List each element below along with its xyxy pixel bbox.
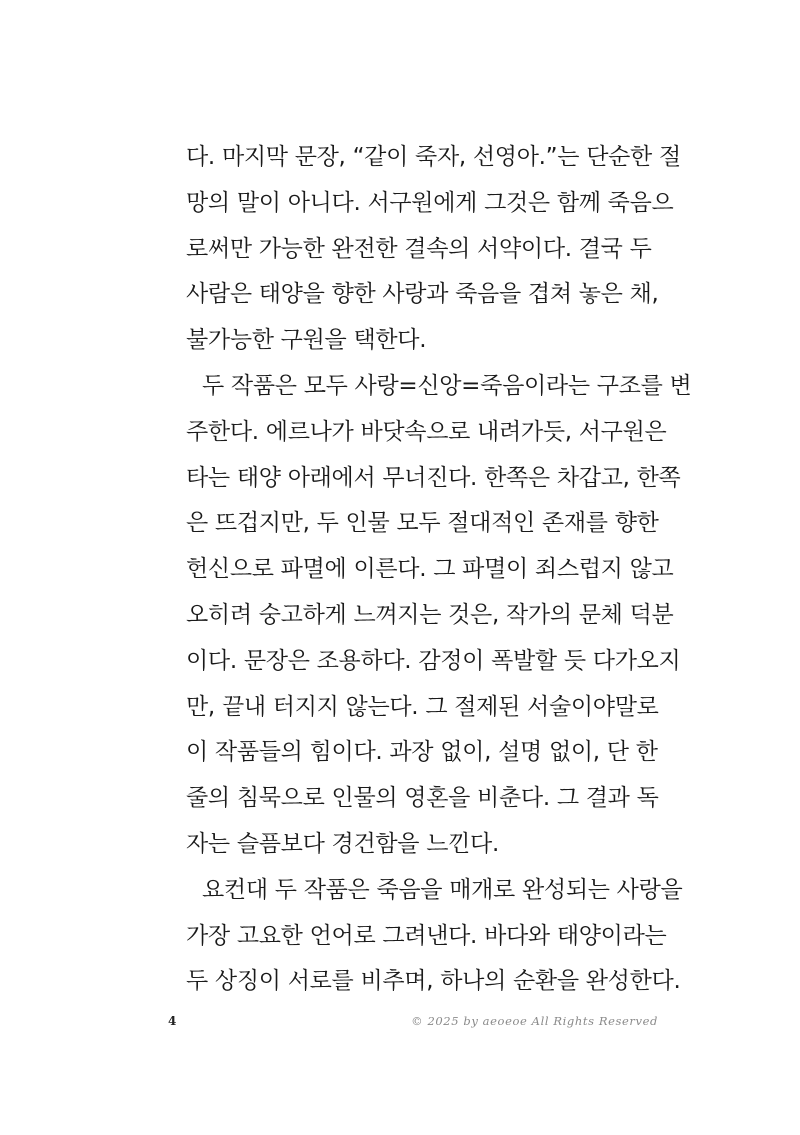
text-line: 두 상징이 서로를 비추며, 하나의 순환을 완성한다. <box>186 968 681 995</box>
text-line: 요컨대 두 작품은 죽음을 매개로 완성되는 사랑을 <box>202 876 683 903</box>
text-line: 이다. 문장은 조용하다. 감정이 폭발할 듯 다가오지 <box>186 647 681 674</box>
text-line: 은 뜨겁지만, 두 인물 모두 절대적인 존재를 향한 <box>186 510 659 537</box>
text-line: 타는 태양 아래에서 무너진다. 한쪽은 차갑고, 한쪽 <box>186 464 681 491</box>
text-line: 주한다. 에르나가 바닷속으로 내려가듯, 서구원은 <box>186 418 667 445</box>
text-line: 로써만 가능한 완전한 결속의 서약이다. 결국 두 <box>186 235 652 262</box>
text-line: 오히려 숭고하게 느껴지는 것은, 작가의 문체 덕분 <box>186 601 674 628</box>
text-line: 이 작품들의 힘이다. 과장 없이, 설명 없이, 단 한 <box>186 739 658 766</box>
text-line: 두 작품은 모두 사랑=신앙=죽음이라는 구조를 변 <box>202 372 692 399</box>
text-line: 만, 끝내 터지지 않는다. 그 절제된 서술이야말로 <box>186 693 659 720</box>
text-line: 망의 말이 아니다. 서구원에게 그것은 함께 죽음으 <box>186 189 674 216</box>
copyright-notice: © 2025 by aeoeoe All Rights Reserved <box>411 1014 658 1028</box>
text-line: 다. 마지막 문장, “같이 죽자, 선영아.”는 단순한 절 <box>186 144 681 170</box>
text-line: 자는 슬픔보다 경건함을 느낀다. <box>186 830 499 857</box>
text-line: 줄의 침묵으로 인물의 영혼을 비춘다. 그 결과 독 <box>186 785 659 812</box>
text-line: 사람은 태양을 향한 사랑과 죽음을 겹쳐 놓은 채, <box>186 281 659 308</box>
text-line: 헌신으로 파멸에 이른다. 그 파멸이 죄스럽지 않고 <box>186 556 674 583</box>
body-text <box>186 135 692 1005</box>
text-line: 가장 고요한 언어로 그려낸다. 바다와 태양이라는 <box>186 922 667 949</box>
text-line: 불가능한 구원을 택한다. <box>186 327 427 354</box>
page-number: 4 <box>168 1014 177 1028</box>
page-footer <box>168 1014 658 1032</box>
